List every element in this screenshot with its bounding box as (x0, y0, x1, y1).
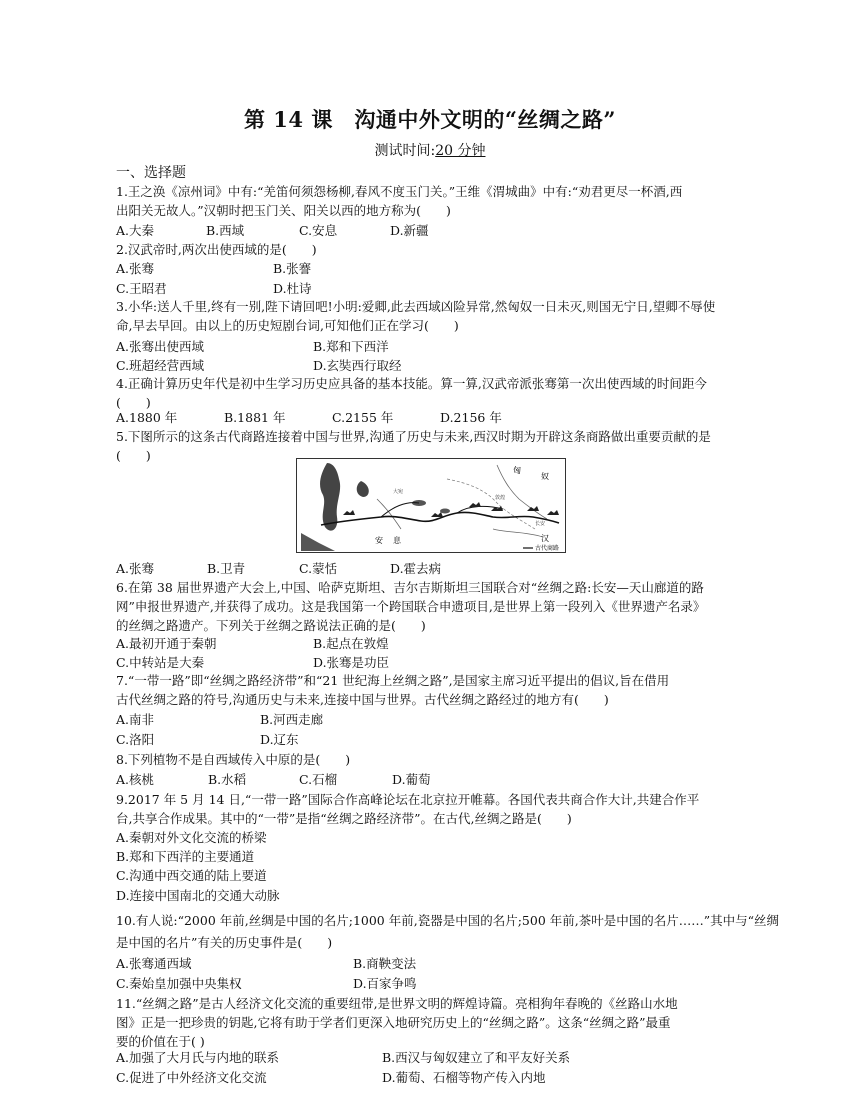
option-c[interactable]: C.中转站是大秦 (116, 655, 205, 670)
question-9 (116, 790, 756, 828)
question-text: 出阳关无故人。”汉朝时把玉门关、阳关以西的地方称为( ) (116, 203, 451, 218)
option-b[interactable]: B.商鞅变法 (353, 956, 417, 971)
map-graphic (297, 459, 566, 553)
option-a[interactable]: A.张骞出使西域 (116, 339, 205, 354)
option-c[interactable]: C.洛阳 (116, 732, 155, 747)
option-d[interactable]: D.百家争鸣 (353, 976, 417, 991)
option-b[interactable]: B.西域 (206, 223, 245, 238)
option-d[interactable]: D.辽东 (260, 732, 299, 747)
question-2-options-row2 (116, 279, 816, 298)
option-d[interactable]: D.新疆 (390, 223, 429, 238)
option-b[interactable]: B.1881 年 (224, 410, 286, 425)
option-d[interactable]: D.2156 年 (440, 410, 502, 425)
option-d[interactable]: D.葡萄、石榴等物产传入内地 (382, 1070, 546, 1085)
map-label: 奴 (541, 472, 549, 481)
legend-label: 古代商路 (535, 545, 560, 552)
question-3 (116, 297, 756, 335)
question-7-options-row1 (116, 710, 816, 729)
option-c[interactable]: C.王昭君 (116, 281, 167, 296)
option-b[interactable]: B.起点在敦煌 (313, 636, 389, 651)
section-heading: 一、选择题 (116, 165, 186, 181)
question-11 (116, 994, 756, 1051)
question-1-options (116, 221, 816, 240)
question-text: 9.2017 年 5 月 14 日,“一带一路”国际合作高峰论坛在北京拉开帷幕。各国代表共商合作大计,共建合作平 (116, 792, 700, 807)
question-9-option-d (116, 886, 816, 905)
question-2-options-row1 (116, 259, 816, 278)
map-label: 安息 (375, 536, 411, 545)
river (493, 529, 543, 537)
question-9-option-b (116, 847, 816, 866)
question-4-options (116, 408, 816, 427)
test-time-value: 20 分钟 (435, 143, 486, 159)
option-b[interactable]: B.西汉与匈奴建立了和平友好关系 (382, 1050, 571, 1065)
question-7 (116, 671, 756, 709)
question-11-options-row1 (116, 1048, 816, 1067)
option-a[interactable]: A.核桃 (116, 772, 155, 787)
question-3-options-row2 (116, 356, 816, 375)
option-a[interactable]: A.秦朝对外文化交流的桥梁 (116, 830, 267, 845)
option-a[interactable]: A.张骞 (116, 261, 155, 276)
boundary-line (447, 479, 535, 529)
gulf-area (301, 533, 335, 551)
question-8 (116, 750, 756, 769)
test-time-label: 测试时间: (374, 143, 436, 159)
question-text: 是中国的名片”有关的历史事件是( ) (116, 935, 333, 950)
question-1 (116, 182, 756, 220)
option-a[interactable]: A.1880 年 (116, 410, 178, 425)
map-label: 长安 (535, 521, 546, 527)
map-label: 大宛 (393, 489, 404, 495)
option-b[interactable]: B.河西走廊 (260, 712, 324, 727)
option-b[interactable]: B.郑和下西洋的主要通道 (116, 849, 255, 864)
question-3-options-row1 (116, 337, 816, 356)
option-d[interactable]: D.葡萄 (392, 772, 431, 787)
map-label: 敦煌 (495, 495, 506, 501)
option-a[interactable]: A.张骞 (116, 561, 155, 576)
question-8-options (116, 770, 816, 789)
option-c[interactable]: C.2155 年 (332, 410, 394, 425)
map-label: 匈 (513, 466, 521, 475)
question-9-option-a (116, 828, 816, 847)
silk-road-map (296, 458, 566, 553)
river (497, 465, 547, 519)
option-a[interactable]: A.加强了大月氏与内地的联系 (116, 1050, 280, 1065)
question-text: 4.正确计算历史年代是初中生学习历史应具备的基本技能。算一算,汉武帝派张骞第一次出使西域的时间距今 (116, 376, 707, 391)
question-5-options (116, 559, 816, 578)
map-label: 汉 (541, 534, 549, 543)
option-c[interactable]: C.蒙恬 (299, 561, 338, 576)
test-time (0, 140, 860, 160)
question-text: 7.“一带一路”即“丝绸之路经济带”和“21 世纪海上丝绸之路”,是国家主席习近平提出的倡议,旨在借用 (116, 673, 670, 688)
question-9-option-c (116, 866, 816, 885)
question-6-options-row1 (116, 634, 816, 653)
option-a[interactable]: A.最初开通于秦朝 (116, 636, 217, 651)
question-text: 5.下图所示的这条古代商路连接着中国与世界,沟通了历史与未来,西汉时期为开辟这条商路做出重要贡献的是 (116, 429, 711, 444)
question-6 (116, 578, 756, 635)
question-2 (116, 240, 756, 259)
question-10-options-row1 (116, 954, 816, 973)
option-b[interactable]: B.卫青 (207, 561, 246, 576)
option-a[interactable]: A.大秦 (116, 223, 155, 238)
river (377, 499, 401, 529)
question-text: 的丝绸之路遗产。下列关于丝绸之路说法正确的是( ) (116, 618, 426, 633)
option-b[interactable]: B.张謇 (273, 261, 312, 276)
option-a[interactable]: A.张骞通西域 (116, 956, 192, 971)
option-c[interactable]: C.促进了中外经济文化交流 (116, 1070, 267, 1085)
option-c[interactable]: C.沟通中西交通的陆上要道 (116, 868, 267, 883)
question-11-options-row2 (116, 1068, 816, 1087)
question-text: 8.下列植物不是自西域传入中原的是( ) (116, 752, 351, 767)
question-text: 图》正是一把珍贵的钥匙,它将有助于学者们更深入地研究历史上的“丝绸之路”。这条“丝绸之路”最重 (116, 1015, 671, 1030)
option-d[interactable]: D.杜诗 (273, 281, 312, 296)
question-4 (116, 374, 756, 412)
option-d[interactable]: D.张骞是功臣 (313, 655, 390, 670)
question-text: ( ) (116, 448, 151, 463)
option-c[interactable]: C.安息 (299, 223, 338, 238)
question-text: 1.王之涣《凉州词》中有:“羌笛何须怨杨柳,春风不度玉门关。”王维《渭城曲》中有:“劝君更尽一杯酒,西 (116, 184, 683, 199)
question-text: 11.“丝绸之路”是古人经济文化交流的重要纽带,是世界文明的辉煌诗篇。亮相狗年春晚的《丝路山水地 (116, 996, 678, 1011)
question-text: 要的价值在于( ) (116, 1034, 205, 1049)
option-b[interactable]: B.郑和下西洋 (313, 339, 389, 354)
question-text: 台,共享合作成果。其中的“一带”是指“丝绸之路经济带”。在古代,丝绸之路是( ) (116, 811, 572, 826)
question-text: 命,早去早回。由以上的历史短剧台词,可知他们正在学习( ) (116, 318, 459, 333)
question-text: 2.汉武帝时,两次出使西域的是( ) (116, 242, 317, 257)
caspian-sea (320, 463, 340, 531)
lake-issyk-kul (440, 509, 450, 514)
question-text: 10.有人说:“2000 年前,丝绸是中国的名片;1000 年前,瓷器是中国的名片;500 年前,茶叶是中国的名片……”其中与“丝绸 (116, 913, 780, 928)
question-text: 网”申报世界遗产,并获得了成功。这是我国第一个跨国联合申遗项目,是世界上第一段列入《世界遗产名录》 (116, 599, 706, 614)
option-b[interactable]: B.水稻 (208, 772, 247, 787)
option-a[interactable]: A.南非 (116, 712, 155, 727)
option-d[interactable]: D.霍去病 (390, 561, 442, 576)
question-text: ( ) (116, 395, 151, 410)
option-c[interactable]: C.石榴 (299, 772, 338, 787)
question-6-options-row2 (116, 653, 816, 672)
question-7-options-row2 (116, 730, 816, 749)
aral-sea (357, 481, 369, 497)
question-text: 6.在第 38 届世界遗产大会上,中国、哈萨克斯坦、吉尔吉斯斯坦三国联合对“丝绸之路:长安—天山廊道的路 (116, 580, 704, 595)
option-d[interactable]: D.连接中国南北的交通大动脉 (116, 888, 280, 903)
page-title: 第 14 课 沟通中外文明的“丝绸之路” (243, 107, 616, 132)
option-d[interactable]: D.玄奘西行取经 (313, 358, 402, 373)
question-text: 古代丝绸之路的符号,沟通历史与未来,连接中国与世界。古代丝绸之路经过的地方有( ) (116, 692, 609, 707)
option-c[interactable]: C.秦始皇加强中央集权 (116, 976, 242, 991)
option-c[interactable]: C.班超经营西域 (116, 358, 205, 373)
question-text: 3.小华:送人千里,终有一别,陛下请回吧!小明:爱卿,此去西域凶险异常,然匈奴一日未灭,则国无宁日,望卿不辱使 (116, 299, 716, 314)
question-10 (116, 910, 816, 954)
question-10-options-row2 (116, 974, 816, 993)
